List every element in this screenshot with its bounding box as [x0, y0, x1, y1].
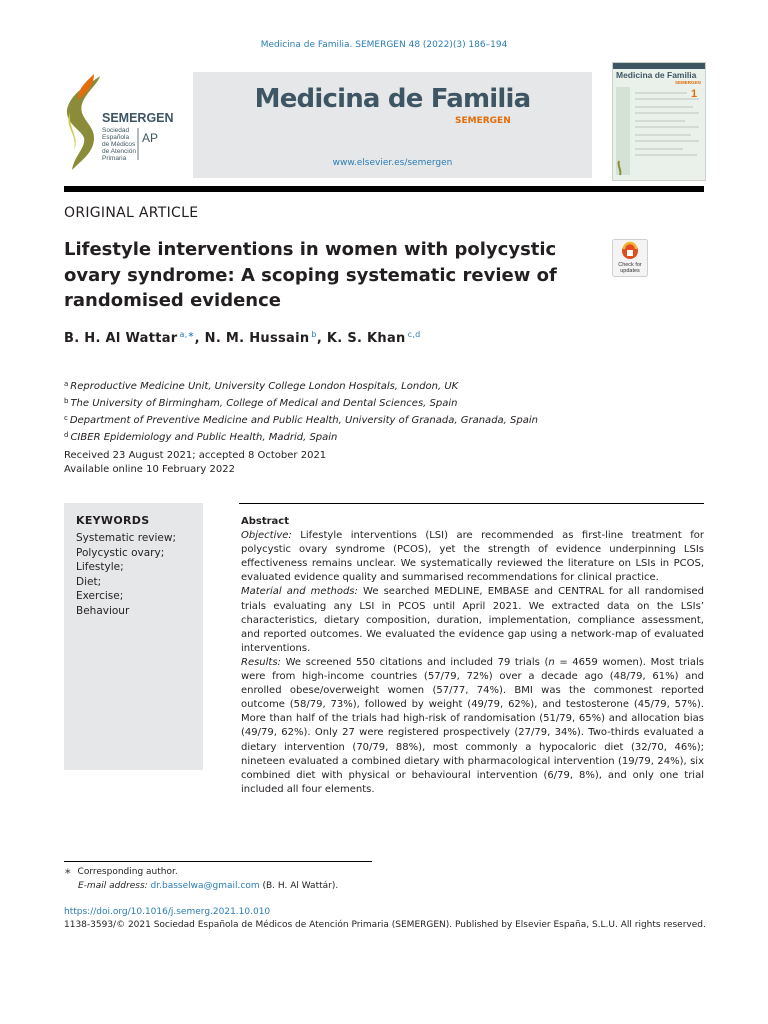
logo-line: Sociedad — [102, 127, 130, 134]
results-n: n — [548, 656, 555, 668]
keyword-item: Behaviour — [76, 604, 130, 617]
methods-text: We searched MEDLINE, EMBASE and CENTRAL for all randomised trials evaluating any LSI in PCOS until April 2021. We extracted data on the LSIs’ characteristics, dietary composition, duration, implementation, compliance assessment, and reported outcomes. We evaluated the evidence gap using a network-map of evaluated interventions. — [241, 586, 704, 654]
author-separator: , — [194, 331, 205, 346]
affiliation-list — [64, 377, 538, 445]
footnote-marker: ∗ — [64, 867, 72, 877]
article-dates — [64, 449, 326, 477]
semergen-logo-graphic — [64, 72, 176, 178]
online-date: Available online 10 February 2022 — [64, 464, 235, 475]
journal-subtitle: SEMERGEN — [455, 116, 511, 126]
cover-issue-number: 1 — [691, 88, 698, 100]
check-updates-label: Check for — [618, 262, 642, 268]
keyword-item: Polycystic ovary; — [76, 546, 165, 559]
results-text: = 4659 women). Most trials were from high-income countries (57/79, 72%) over a decade ago (48/79, 61%) and enrolled obese/overweight women (57/77, 74%). BMI was the commonest reported outcome (58/79, 73%), followed by weight (49/79, 62%), and testosterone (45/79, 57%). More than half of the trials had high-risk of randomisation (51/79, 65%) and allocation bias (49/79, 62%). Only 27 were registered prospectively (27/79, 34%). Two-thirds evaluated a dietary intervention (70/79, 88%), most commonly a hypocaloric diet (32/70, 46%); nineteen evaluated a combined dietary with pharmacological intervention (19/79, 24%), six combined diet with physical or behavioural intervention (6/79, 8%), and only one trial included all four elements. — [241, 656, 704, 795]
keyword-item: Diet; — [76, 575, 102, 588]
author-separator: , — [316, 331, 327, 346]
affiliation-item — [64, 428, 538, 445]
affiliation-text: Department of Preventive Medicine and Public Health, University of Granada, Granada, Spain — [69, 415, 538, 426]
keywords-list — [76, 531, 176, 618]
cover-graphic — [613, 63, 705, 180]
check-for-updates-button[interactable] — [612, 239, 648, 277]
author-affiliation-link[interactable]: c,d — [407, 330, 421, 339]
cover-subtitle: SEMERGEN — [675, 80, 701, 85]
affiliation-label: a — [64, 380, 69, 388]
keywords-box — [64, 503, 203, 770]
author-name: K. S. Khan — [326, 331, 406, 346]
affiliation-label: d — [64, 431, 69, 439]
journal-banner — [193, 72, 592, 178]
semergen-logo — [64, 72, 176, 178]
abstract-rule — [239, 503, 704, 504]
logo-line: de Médicos — [102, 141, 136, 148]
methods-label: Material and methods: — [241, 586, 358, 598]
abstract-results — [241, 656, 704, 797]
header-rule — [64, 186, 704, 192]
author-name: B. H. Al Wattar — [64, 331, 178, 346]
author-affiliation-link[interactable]: b — [311, 330, 317, 339]
keywords-heading: KEYWORDS — [76, 514, 150, 527]
footnote-rule — [64, 861, 372, 862]
affiliation-label: b — [64, 397, 69, 405]
journal-title: Medicina de Familia — [254, 84, 531, 114]
journal-url-link[interactable]: www.elsevier.es/semergen — [332, 158, 453, 168]
article-type: ORIGINAL ARTICLE — [64, 205, 199, 221]
affiliation-item — [64, 411, 538, 428]
author-list — [64, 330, 421, 346]
journal-cover-thumbnail — [612, 62, 706, 181]
objective-text: Lifestyle interventions (LSI) are recommended as first-line treatment for polycystic ovary syndrome (PCOS), yet the strength of evidence underpinning LSIs effectiveness remains unclear. We systematically reviewed the literature on LSIs in PCOS, evaluated evidence quality and summarised recommendations for clinical practice. — [241, 530, 704, 584]
copyright-notice: 1138-3593/© 2021 Sociedad Española de Médicos de Atención Primaria (SEMERGEN). Published by Elsevier España, S.L.U. All rights reserved. — [64, 920, 706, 930]
received-date: Received 23 August 2021; accepted 8 October 2021 — [64, 450, 327, 461]
logo-line: Primaria — [102, 155, 127, 162]
abstract-objective — [241, 529, 704, 585]
results-label: Results: — [241, 656, 281, 668]
logo-suffix: AP — [142, 131, 159, 145]
abstract — [241, 515, 704, 797]
affiliation-label: c — [64, 414, 68, 422]
article-title: Lifestyle interventions in women with polycystic ovary syndrome: A scoping systematic review of randomised evidence — [64, 239, 557, 311]
email-link[interactable]: dr.basselwa@gmail.com — [150, 880, 260, 891]
keyword-item: Lifestyle; — [76, 561, 124, 573]
cover-title: Medicina de Familia — [616, 70, 697, 80]
affiliation-text: CIBER Epidemiology and Public Health, Madrid, Spain — [70, 432, 338, 443]
email-label: E-mail address: — [78, 880, 148, 891]
keyword-item: Exercise; — [76, 590, 124, 602]
author-name: N. M. Hussain — [204, 331, 310, 346]
check-updates-label: updates — [620, 268, 640, 274]
email-owner: (B. H. Al Wattár). — [262, 880, 339, 891]
footnote — [64, 866, 338, 893]
journal-reference-link[interactable]: Medicina de Familia. SEMERGEN 48 (2022)(3) 186–194 — [260, 40, 508, 50]
corresponding-author-note: Corresponding author. — [77, 867, 178, 877]
affiliation-item — [64, 394, 538, 411]
objective-label: Objective: — [241, 530, 292, 542]
logo-line: Española — [102, 134, 130, 141]
logo-wordmark: SEMERGEN — [102, 111, 174, 125]
check-updates-icon — [612, 239, 648, 277]
keyword-item: Systematic review; — [76, 532, 176, 544]
results-text-pre: We screened 550 citations and included 79 trials ( — [285, 656, 549, 668]
affiliation-text: The University of Birmingham, College of Medical and Dental Sciences, Spain — [70, 398, 458, 409]
affiliation-text: Reproductive Medicine Unit, University College London Hospitals, London, UK — [70, 381, 459, 392]
abstract-methods — [241, 585, 704, 655]
logo-line: de Atención — [102, 148, 136, 155]
author-affiliation-link[interactable]: a,∗ — [179, 330, 195, 339]
affiliation-item — [64, 377, 538, 394]
doi-link[interactable]: https://doi.org/10.1016/j.semerg.2021.10.010 — [64, 907, 271, 917]
abstract-heading: Abstract — [241, 516, 290, 527]
